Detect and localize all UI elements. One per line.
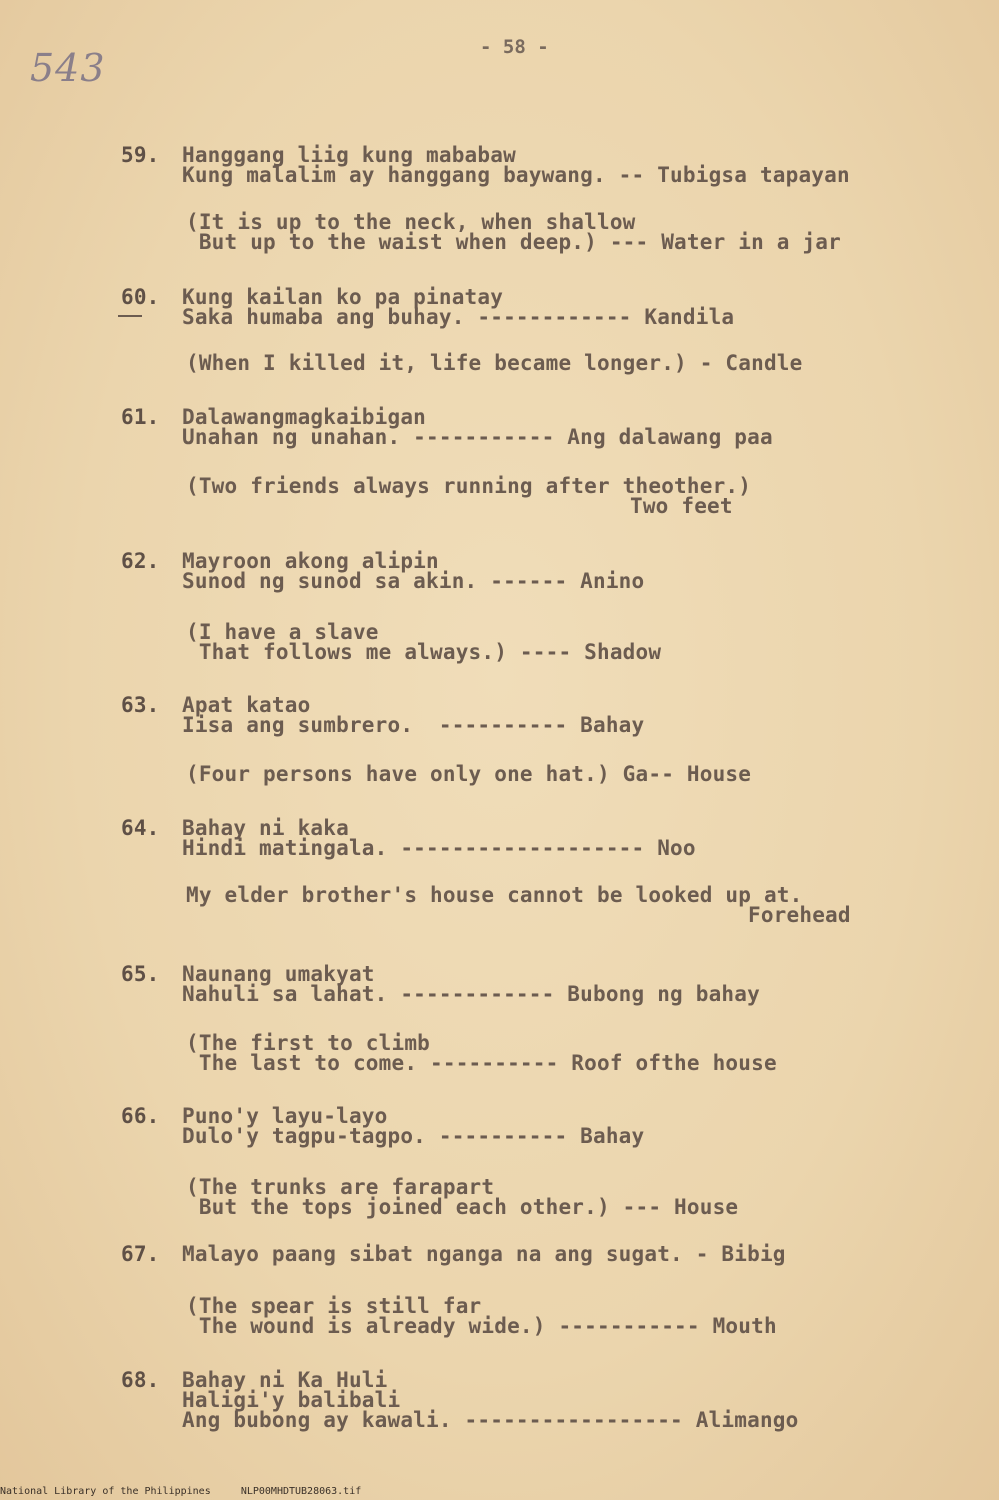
translation-line: (Four persons have only one hat.) Ga-- House <box>186 762 752 786</box>
riddle-line: Unahan ng unahan. ----------- Ang dalawang paa <box>182 425 773 449</box>
riddle-line: Iisa ang sumbrero. ---------- Bahay <box>182 713 645 737</box>
riddle-line: Hindi matingala. ------------------- Noo <box>182 836 696 860</box>
page-number: - 58 - <box>480 36 549 58</box>
riddle-number: 61. <box>121 405 160 429</box>
riddle-line: Dalawangmagkaibigan <box>182 405 427 429</box>
riddle-line: Apat katao <box>182 693 311 717</box>
translation-line: But the tops joined each other.) --- House <box>186 1195 739 1219</box>
riddle-number: 68. <box>121 1368 160 1392</box>
riddle-line: Bahay ni kaka <box>182 816 349 840</box>
riddle-line: Saka humaba ang buhay. ------------ Kandila <box>182 305 735 329</box>
translation-line: The last to come. ---------- Roof ofthe house <box>186 1051 777 1075</box>
translation-line: (I have a slave <box>186 620 379 644</box>
riddle-line: Hanggang liig kung mababaw <box>182 143 516 167</box>
riddle-line: Bahay ni Ka Huli <box>182 1368 388 1392</box>
translation-line: That follows me always.) ---- Shadow <box>186 640 662 664</box>
riddle-number: 60. <box>121 285 160 309</box>
riddle-line: Mayroon akong alipin <box>182 549 439 573</box>
riddle-number: 67. <box>121 1242 160 1266</box>
translation-line: The wound is already wide.) ----------- Mouth <box>186 1314 777 1338</box>
pencil-mark <box>118 315 142 317</box>
riddle-line: Ang bubong ay kawali. ----------------- Alimango <box>182 1408 799 1432</box>
riddle-number: 64. <box>121 816 160 840</box>
riddle-line: Puno'y layu-layo <box>182 1104 388 1128</box>
translation-line: (The first to climb <box>186 1031 431 1055</box>
translation-line: My elder brother's house cannot be looked up at. <box>186 883 803 907</box>
riddle-number: 63. <box>121 693 160 717</box>
translation-line: (It is up to the neck, when shallow <box>186 210 636 234</box>
handwritten-page-number: 543 <box>30 46 106 90</box>
translation-answer: Forehead <box>748 903 851 927</box>
translation-line: (The trunks are farapart <box>186 1175 495 1199</box>
riddle-line: Haligi'y balibali <box>182 1388 401 1412</box>
riddle-number: 59. <box>121 143 160 167</box>
archive-footer: National Library of the Philippines NLP00MHDTUB28063.tif <box>0 1486 362 1497</box>
riddle-number: 65. <box>121 962 160 986</box>
translation-line: (When I killed it, life became longer.) - Candle <box>186 351 803 375</box>
riddle-line: Dulo'y tagpu-tagpo. ---------- Bahay <box>182 1124 645 1148</box>
translation-answer: Two feet <box>630 494 733 518</box>
riddle-line: Kung malalim ay hanggang baywang. -- Tubigsa tapayan <box>182 163 850 187</box>
riddle-number: 62. <box>121 549 160 573</box>
translation-line: (The spear is still far <box>186 1294 482 1318</box>
riddle-line: Naunang umakyat <box>182 962 375 986</box>
riddle-line: Kung kailan ko pa pinatay <box>182 285 504 309</box>
riddle-line: Sunod ng sunod sa akin. ------ Anino <box>182 569 645 593</box>
translation-line: (Two friends always running after theother.) <box>186 474 752 498</box>
riddle-line: Nahuli sa lahat. ------------ Bubong ng bahay <box>182 982 760 1006</box>
translation-line: But up to the waist when deep.) --- Water in a jar <box>186 230 841 254</box>
riddle-number: 66. <box>121 1104 160 1128</box>
riddle-line: Malayo paang sibat nganga na ang sugat. - Bibig <box>182 1242 786 1266</box>
